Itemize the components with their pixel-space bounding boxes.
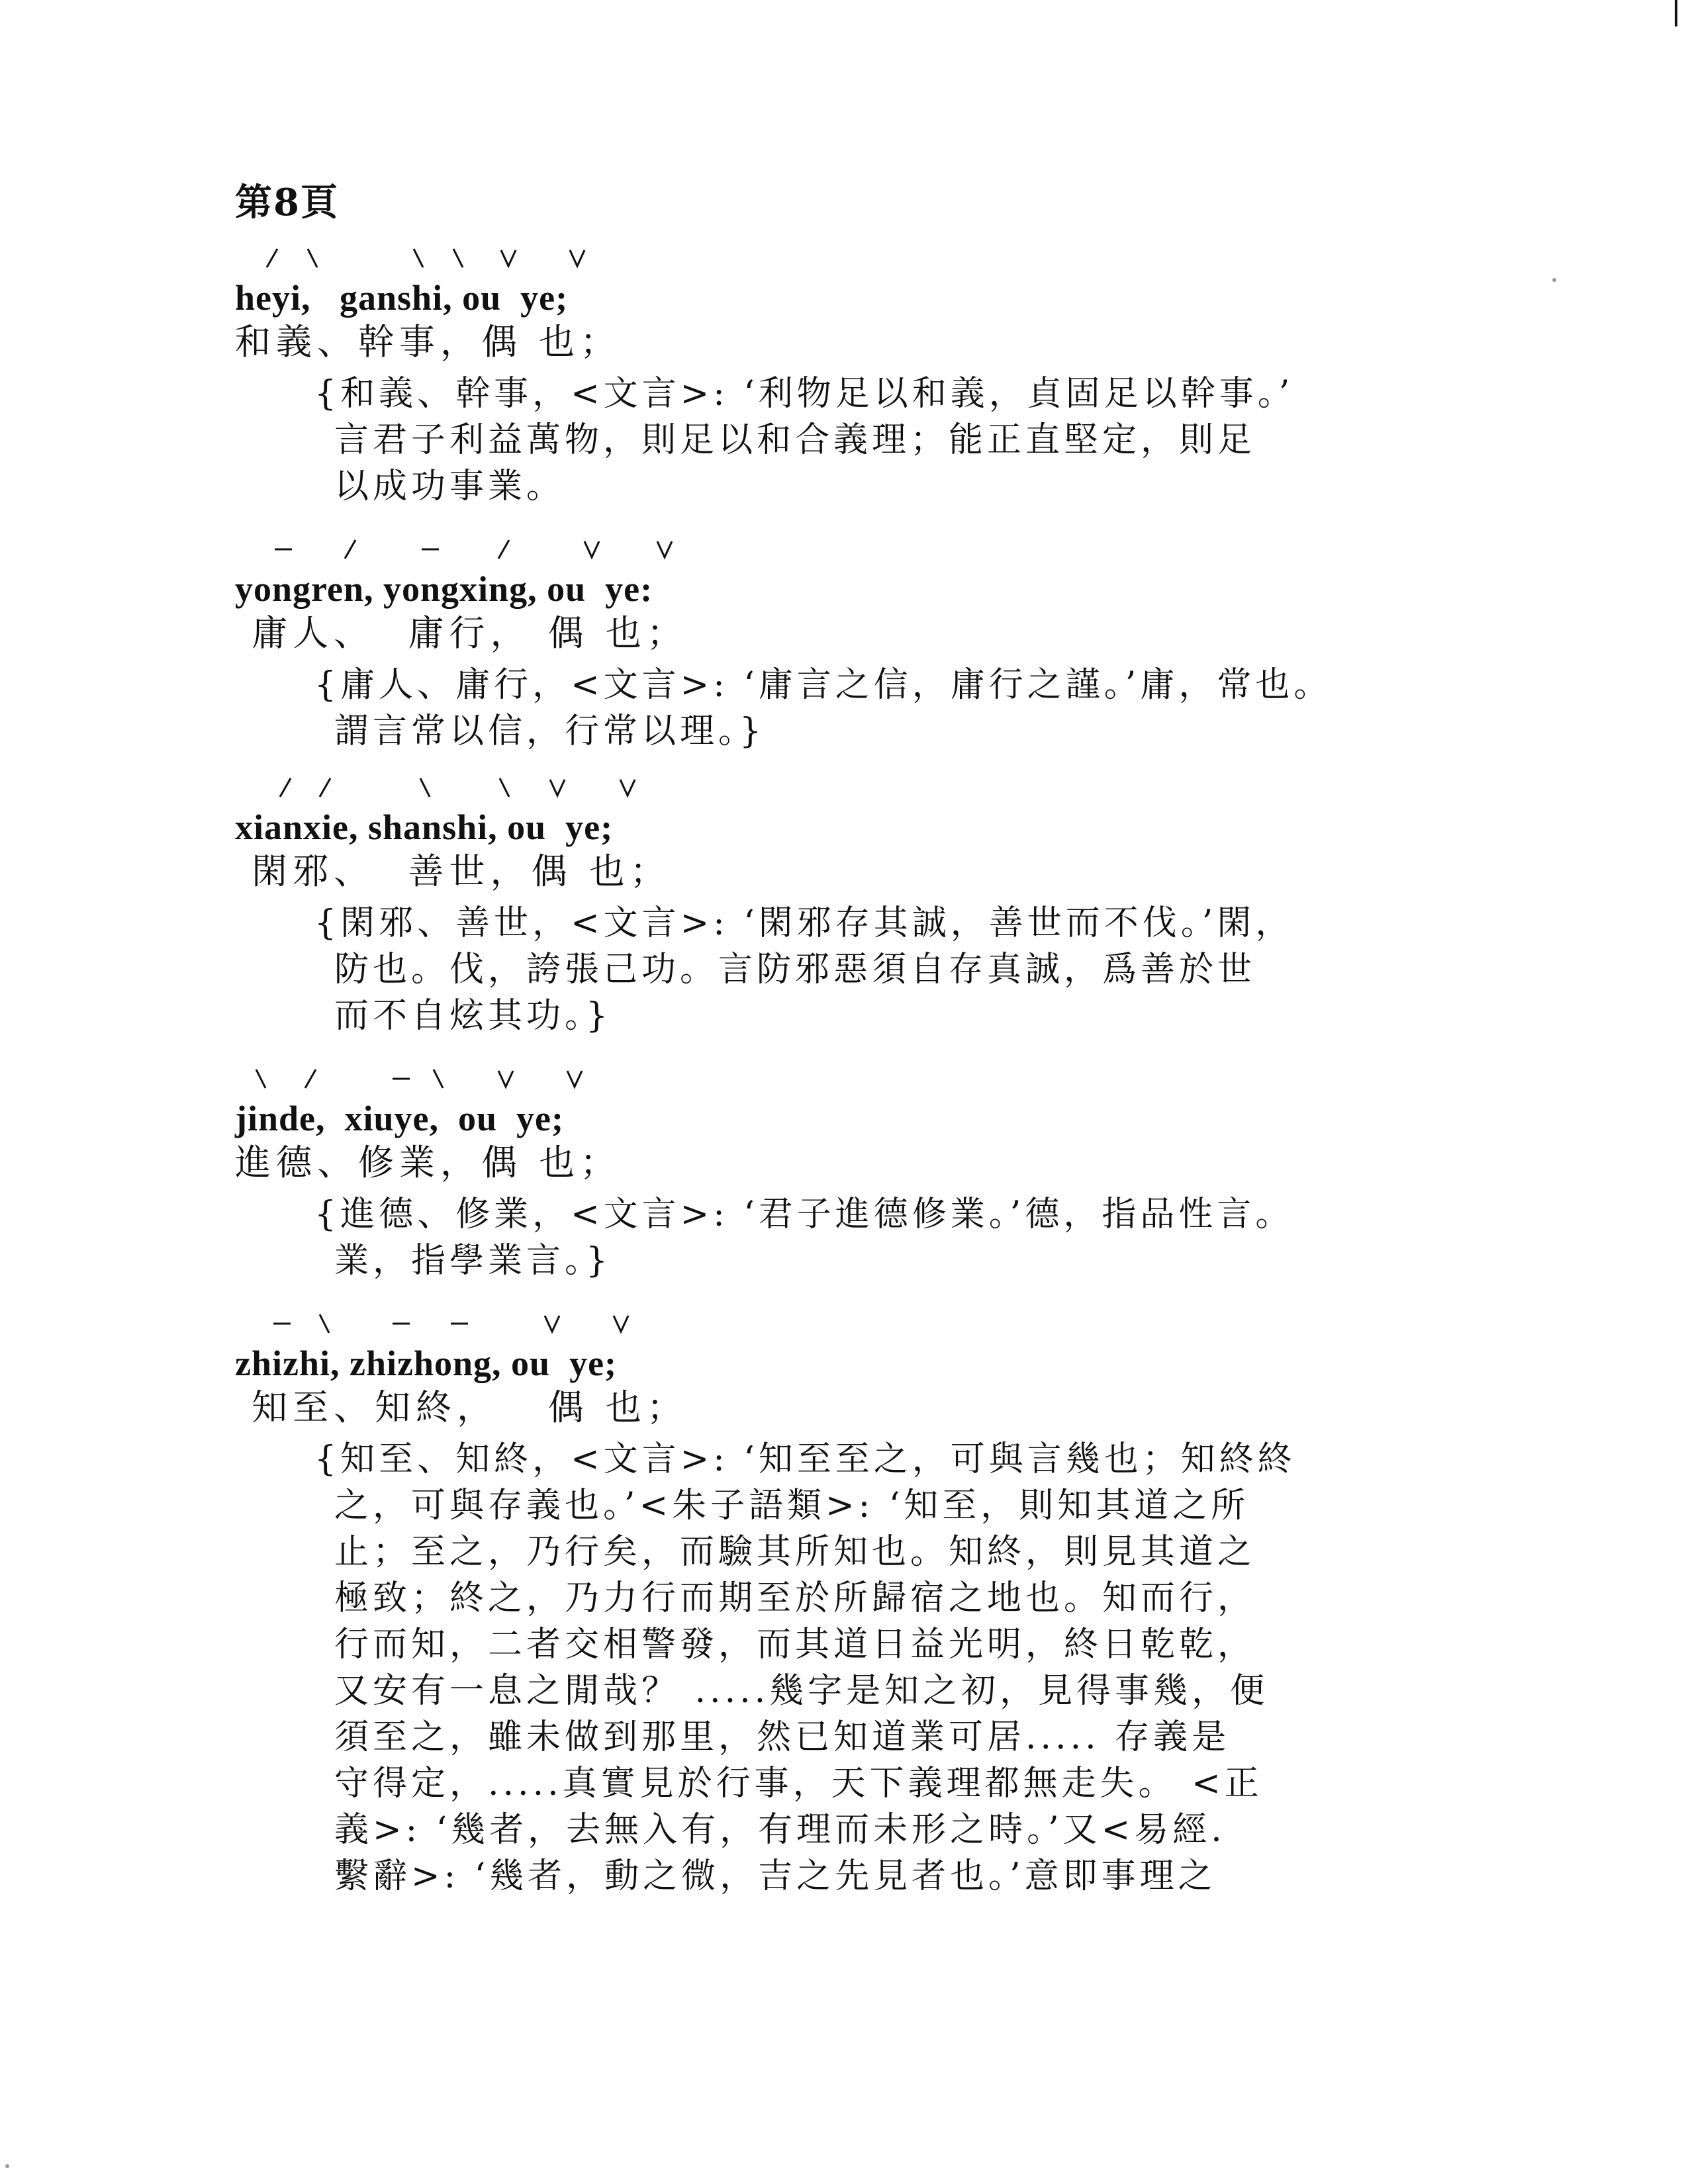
entry-2 bbox=[235, 536, 1493, 754]
dipping-tone-icon bbox=[565, 1066, 585, 1092]
rising-tone-icon bbox=[494, 536, 514, 563]
level-tone-icon bbox=[273, 536, 293, 563]
entry-3 bbox=[235, 774, 1493, 1039]
rising-tone-icon bbox=[301, 1066, 321, 1092]
pinyin-line: zhizhi, zhizhong, ou ye; bbox=[235, 1343, 618, 1383]
rising-tone-icon bbox=[316, 774, 336, 801]
page-number: 第8頁 bbox=[235, 181, 339, 224]
scan-edge-mark bbox=[1675, 0, 1677, 26]
tone-marks bbox=[235, 536, 1493, 568]
annotation-line: 業，指學業言。} bbox=[334, 1241, 612, 1281]
pinyin-line: yongren, yongxing, ou ye: bbox=[235, 569, 653, 609]
annotation-block bbox=[235, 662, 1493, 754]
tone-marks bbox=[235, 1066, 1493, 1097]
annotation-line: 義>: ‘幾者，去無入有，有理而未形之時。’又<易經. bbox=[334, 1810, 1226, 1850]
rising-tone-icon bbox=[341, 536, 361, 563]
entry-1 bbox=[235, 245, 1493, 510]
annotation-line: {庸人、庸行，<文言>: ‘庸言之信，庸行之謹。’庸，常也。 bbox=[314, 665, 1333, 705]
pinyin-line: xianxie, shanshi, ou ye; bbox=[235, 807, 614, 847]
falling-tone-icon bbox=[428, 1066, 448, 1092]
dipping-tone-icon bbox=[498, 245, 518, 271]
annotation-line: 又安有一息之閒哉？ .....幾字是知之初，見得事幾，便 bbox=[334, 1671, 1269, 1711]
entry-4 bbox=[235, 1066, 1493, 1284]
annotation-block bbox=[235, 1191, 1493, 1284]
pinyin-line: jinde, xiuye, ou ye; bbox=[235, 1099, 565, 1138]
dipping-tone-icon bbox=[655, 536, 675, 563]
hanzi-line: 知至、知終， 偶 也； bbox=[235, 1387, 688, 1428]
dipping-tone-icon bbox=[618, 774, 637, 801]
level-tone-icon bbox=[391, 1310, 411, 1337]
rising-tone-icon bbox=[276, 774, 296, 801]
entry-5 bbox=[235, 1310, 1493, 1899]
tone-marks bbox=[235, 774, 1493, 806]
pinyin-line: heyi, ganshi, ou ye; bbox=[235, 278, 569, 318]
annotation-line: 言君子利益萬物，則足以和合義理；能正直堅定，則足 bbox=[334, 420, 1256, 460]
tone-marks bbox=[235, 1310, 1493, 1342]
dipping-tone-icon bbox=[582, 536, 602, 563]
annotation-line: {進德、修業，<文言>: ‘君子進德修業。’德，指品性言。 bbox=[314, 1195, 1294, 1234]
hanzi-line: 閑邪、 善世，偶 也； bbox=[235, 850, 671, 892]
hanzi-line: 進德、修業，偶 也； bbox=[235, 1142, 622, 1183]
scan-speck bbox=[5, 2164, 9, 2168]
annotation-line: 守得定，.....真實見於行事，天下義理都無走失。 <正 bbox=[334, 1764, 1263, 1803]
falling-tone-icon bbox=[303, 245, 322, 271]
annotation-line: 極致；終之，乃力行而期至於所歸宿之地也。知而行， bbox=[334, 1578, 1256, 1618]
falling-tone-icon bbox=[415, 774, 435, 801]
falling-tone-icon bbox=[408, 245, 428, 271]
annotation-line: 謂言常以信，行常以理。} bbox=[334, 711, 766, 751]
annotation-line: {閑邪、善世，<文言>: ‘閑邪存其誠，善世而不伐。’閑， bbox=[314, 903, 1294, 943]
dipping-tone-icon bbox=[542, 1310, 562, 1337]
annotation-line: 行而知，二者交相警發，而其道日益光明，終日乾乾， bbox=[334, 1625, 1256, 1664]
level-tone-icon bbox=[449, 1310, 469, 1337]
dipping-tone-icon bbox=[611, 1310, 631, 1337]
falling-tone-icon bbox=[314, 1310, 334, 1337]
scan-speck bbox=[1552, 278, 1556, 282]
annotation-block bbox=[235, 371, 1493, 510]
annotation-line: 之，可與存義也。’<朱子語類>: ‘知至，則知其道之所 bbox=[334, 1486, 1250, 1525]
falling-tone-icon bbox=[448, 245, 468, 271]
dipping-tone-icon bbox=[496, 1066, 516, 1092]
dipping-tone-icon bbox=[567, 245, 587, 271]
annotation-line: 繫辭>: ‘幾者，動之微，吉之先見者也。’意即事理之 bbox=[334, 1856, 1217, 1896]
level-tone-icon bbox=[391, 1066, 411, 1092]
annotation-block bbox=[235, 1436, 1493, 1899]
annotation-line: 而不自炫其功。} bbox=[334, 996, 612, 1036]
tone-marks bbox=[235, 245, 1493, 277]
annotation-line: {和義、幹事，<文言>: ‘利物足以和義，貞固足以幹事。’ bbox=[314, 374, 1294, 414]
annotation-line: 以成功事業。 bbox=[334, 467, 565, 506]
falling-tone-icon bbox=[494, 774, 514, 801]
annotation-block bbox=[235, 900, 1493, 1039]
hanzi-line: 庸人、 庸行， 偶 也； bbox=[235, 612, 688, 654]
annotation-line: {知至、知終，<文言>: ‘知至至之，可與言幾也；知終終 bbox=[314, 1439, 1296, 1479]
annotation-line: 須至之，雖未做到那里，然已知道業可居..... 存義是 bbox=[334, 1717, 1231, 1757]
level-tone-icon bbox=[272, 1310, 292, 1337]
annotation-line: 防也。伐，誇張己功。言防邪惡須自存真誠，爲善於世 bbox=[334, 950, 1256, 989]
dipping-tone-icon bbox=[547, 774, 567, 801]
hanzi-line: 和義、幹事，偶 也； bbox=[235, 321, 622, 363]
falling-tone-icon bbox=[251, 1066, 271, 1092]
level-tone-icon bbox=[420, 536, 440, 563]
rising-tone-icon bbox=[263, 245, 283, 271]
annotation-line: 止；至之，乃行矣，而驗其所知也。知終，則見其道之 bbox=[334, 1532, 1256, 1572]
